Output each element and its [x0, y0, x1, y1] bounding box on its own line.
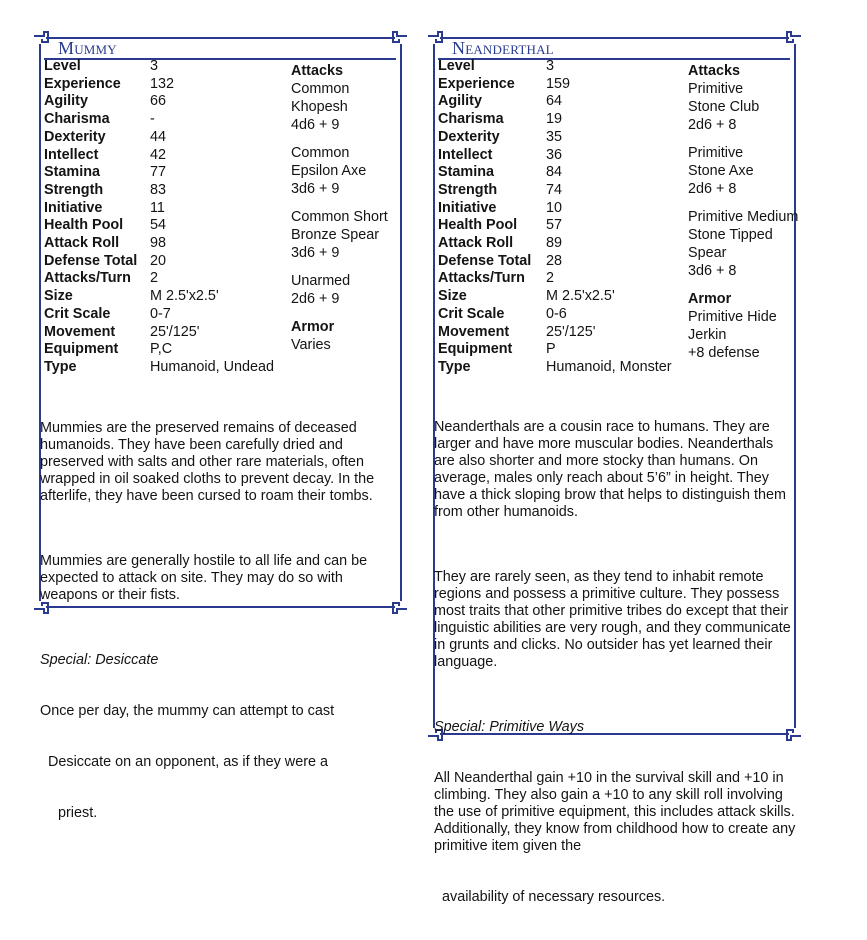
stat-value: 98: [150, 235, 167, 252]
stat-label: Dexterity: [438, 128, 500, 145]
stat-label: Experience: [44, 75, 121, 92]
stat-label: Level: [438, 58, 475, 74]
stat-value: -: [150, 111, 155, 128]
description-paragraph: Mummies are the preserved remains of deceased humanoids. They have been carefully dried and preserved with salts and other rare materials, often wrapped in oil soaked cloths to prevent decay. In the afterlife, they have been cursed to roam their tombs.: [40, 420, 379, 504]
stat-block: [44, 58, 294, 377]
stat-row: [438, 147, 688, 165]
special-text: availability of necessary resources.: [442, 889, 666, 905]
attack-entry: [688, 144, 798, 198]
stat-value: M 2.5'x2.5': [150, 288, 219, 305]
stat-value: 2: [546, 270, 555, 287]
special-text: Once per day, the mummy can attempt to cast: [40, 703, 335, 719]
stat-label: Crit Scale: [44, 305, 111, 322]
stat-label: Attacks/Turn: [44, 270, 131, 287]
stat-label: Equipment: [44, 341, 119, 358]
stat-row: [438, 93, 688, 111]
stat-value: 10: [546, 199, 563, 216]
stat-label: Crit Scale: [438, 305, 505, 322]
stat-row: [44, 164, 294, 182]
attacks-heading: Attacks: [291, 63, 343, 79]
attack-line: 3d6 + 9: [291, 245, 340, 261]
attack-line: 3d6 + 8: [688, 263, 737, 279]
stat-row: [438, 359, 688, 377]
stat-label: Dexterity: [44, 128, 106, 145]
stat-row: [438, 58, 688, 76]
stat-value: 66: [150, 93, 167, 110]
attack-line: Primitive: [688, 145, 744, 161]
stat-value: Humanoid, Monster: [546, 358, 672, 375]
stat-label: Level: [44, 58, 81, 74]
stat-row: [44, 235, 294, 253]
attack-line: 3d6 + 9: [291, 181, 340, 197]
stat-row: [44, 217, 294, 235]
special-text: All Neanderthal gain +10 in the survival skill and +10 in climbing. They also gain a +10 to any skill roll involving the use of primitive equipment, this includes attack skills. Additionally, they know from childhood how to create any primitive item given the: [434, 770, 802, 854]
description-paragraph: They are rarely seen, as they tend to inhabit remote regions and possess a primitive culture. They possess most traits that other primitive tribes do except that their linguistic abilities are very rough, and they communicate in grunts and clicks. No outsider has yet learned their language.: [434, 569, 795, 670]
stat-row: [44, 93, 294, 111]
stat-row: [44, 270, 294, 288]
stat-label: Health Pool: [438, 217, 518, 234]
attack-entry: [291, 80, 388, 134]
stat-row: [438, 288, 688, 306]
stat-row: [44, 182, 294, 200]
stat-row: [44, 76, 294, 94]
attack-line: Spear: [688, 245, 727, 261]
stat-row: [44, 253, 294, 271]
stat-value: 20: [150, 252, 167, 269]
stat-row: [438, 200, 688, 218]
stat-label: Movement: [438, 323, 510, 340]
stat-row: [438, 253, 688, 271]
stat-row: [438, 182, 688, 200]
card-title: Neanderthal: [452, 38, 554, 58]
special-title: Special: Desiccate: [40, 652, 159, 668]
attack-line: Stone Tipped: [688, 227, 773, 243]
stat-label: Charisma: [438, 111, 504, 128]
stat-label: Attack Roll: [44, 235, 120, 252]
stat-row: [438, 111, 688, 129]
attacks-column: [688, 62, 798, 362]
attack-entry: [291, 208, 388, 262]
stat-row: [438, 164, 688, 182]
stat-value: 36: [546, 146, 563, 163]
armor-line: Primitive Hide: [688, 309, 777, 325]
attack-line: Stone Club: [688, 99, 760, 115]
stat-value: 89: [546, 235, 563, 252]
stat-row: [438, 270, 688, 288]
stat-label: Charisma: [44, 111, 110, 128]
stat-label: Intellect: [438, 146, 493, 163]
attack-entry: [291, 144, 388, 198]
special-text: Desiccate on an opponent, as if they were a: [48, 754, 328, 770]
stat-value: 77: [150, 164, 167, 181]
attack-line: Khopesh: [291, 99, 348, 115]
attack-line: Epsilon Axe: [291, 163, 367, 179]
attack-line: 2d6 + 8: [688, 181, 737, 197]
stat-row: [438, 217, 688, 235]
stat-row: [438, 306, 688, 324]
attack-line: Primitive: [688, 81, 744, 97]
stat-label: Strength: [438, 181, 498, 198]
attack-line: 2d6 + 9: [291, 291, 340, 307]
stat-value: 2: [150, 270, 159, 287]
stat-value: 57: [546, 217, 563, 234]
stat-label: Attacks/Turn: [438, 270, 525, 287]
stat-value: 25'/125': [546, 323, 596, 340]
stat-value: P,C: [150, 341, 173, 358]
stat-label: Agility: [438, 93, 482, 110]
stat-label: Health Pool: [44, 217, 124, 234]
stat-value: 3: [150, 58, 159, 74]
stat-value: 19: [546, 111, 563, 128]
armor-line: Varies: [291, 337, 331, 353]
special-text: priest.: [58, 805, 98, 821]
stat-value: 0-7: [150, 305, 171, 322]
armor-heading: Armor: [688, 291, 732, 307]
stat-value: 83: [150, 181, 167, 198]
stat-value: 3: [546, 58, 555, 74]
attack-line: Primitive Medium: [688, 209, 799, 225]
stat-value: 25'/125': [150, 323, 200, 340]
description-paragraph: Neanderthals are a cousin race to humans. They are larger and have more muscular bodies. Neanderthals are also shorter and more stocky than humans. On average, males only reach about 5’6” in height. They have a thick sloping brow that helps to distinguish them from other humanoids.: [434, 419, 790, 520]
stat-label: Agility: [44, 93, 88, 110]
armor-line: Jerkin: [688, 327, 727, 343]
stat-row: [44, 129, 294, 147]
stat-value: 35: [546, 128, 563, 145]
stat-label: Initiative: [438, 199, 497, 216]
card-title: Mummy: [58, 38, 117, 58]
stat-value: M 2.5'x2.5': [546, 288, 615, 305]
stat-label: Equipment: [438, 341, 513, 358]
stat-label: Defense Total: [438, 252, 532, 269]
attack-line: Unarmed: [291, 273, 351, 289]
special-title: Special: Primitive Ways: [434, 719, 585, 735]
stat-row: [44, 288, 294, 306]
stat-value: 0-6: [546, 305, 567, 322]
attack-line: Common: [291, 81, 350, 97]
stat-row: [44, 306, 294, 324]
stat-row: [438, 129, 688, 147]
stat-value: 42: [150, 146, 167, 163]
attack-line: Stone Axe: [688, 163, 754, 179]
stat-label: Type: [44, 358, 77, 375]
stat-label: Size: [44, 288, 73, 305]
stat-label: Initiative: [44, 199, 103, 216]
armor-heading: Armor: [291, 319, 335, 335]
stat-value: Humanoid, Undead: [150, 358, 274, 375]
attack-line: Common Short: [291, 209, 388, 225]
description: [434, 385, 802, 940]
stat-value: 64: [546, 93, 563, 110]
attack-line: 2d6 + 8: [688, 117, 737, 133]
attacks-column: [291, 62, 388, 354]
stat-row: [44, 324, 294, 342]
stat-value: 74: [546, 181, 563, 198]
stat-row: [438, 324, 688, 342]
armor-line: +8 defense: [688, 345, 760, 361]
stat-value: 54: [150, 217, 167, 234]
attack-entry: [688, 80, 798, 134]
stat-label: Type: [438, 358, 471, 375]
stat-row: [438, 341, 688, 359]
stat-value: 84: [546, 164, 563, 181]
attack-line: Bronze Spear: [291, 227, 379, 243]
stat-value: 132: [150, 75, 175, 92]
stat-label: Size: [438, 288, 467, 305]
stat-label: Stamina: [438, 164, 494, 181]
stat-label: Attack Roll: [438, 235, 514, 252]
stat-value: 11: [150, 199, 165, 216]
stat-row: [44, 111, 294, 129]
description: [40, 386, 402, 856]
stat-block: [438, 58, 688, 377]
attacks-heading: Attacks: [688, 63, 740, 79]
mummy-card: [32, 30, 409, 821]
stat-label: Intellect: [44, 146, 99, 163]
stat-row: [44, 341, 294, 359]
stat-row: [438, 76, 688, 94]
stat-value: 159: [546, 75, 571, 92]
stat-value: 44: [150, 128, 167, 145]
stat-label: Stamina: [44, 164, 100, 181]
description-paragraph: Mummies are generally hostile to all life and can be expected to attack on site. They may do so with weapons or their fists.: [40, 553, 372, 603]
stat-row: [44, 58, 294, 76]
stat-label: Experience: [438, 75, 515, 92]
stat-label: Movement: [44, 323, 116, 340]
attack-entry: [688, 208, 798, 280]
attack-line: Common: [291, 145, 350, 161]
stat-label: Strength: [44, 181, 104, 198]
stat-row: [44, 200, 294, 218]
attack-entry: [291, 272, 388, 308]
stat-row: [44, 359, 294, 377]
stat-row: [438, 235, 688, 253]
attack-line: 4d6 + 9: [291, 117, 340, 133]
stat-row: [44, 147, 294, 165]
neanderthal-card: [426, 30, 803, 905]
stat-value: P: [546, 341, 556, 358]
stat-value: 28: [546, 252, 563, 269]
stat-label: Defense Total: [44, 252, 138, 269]
